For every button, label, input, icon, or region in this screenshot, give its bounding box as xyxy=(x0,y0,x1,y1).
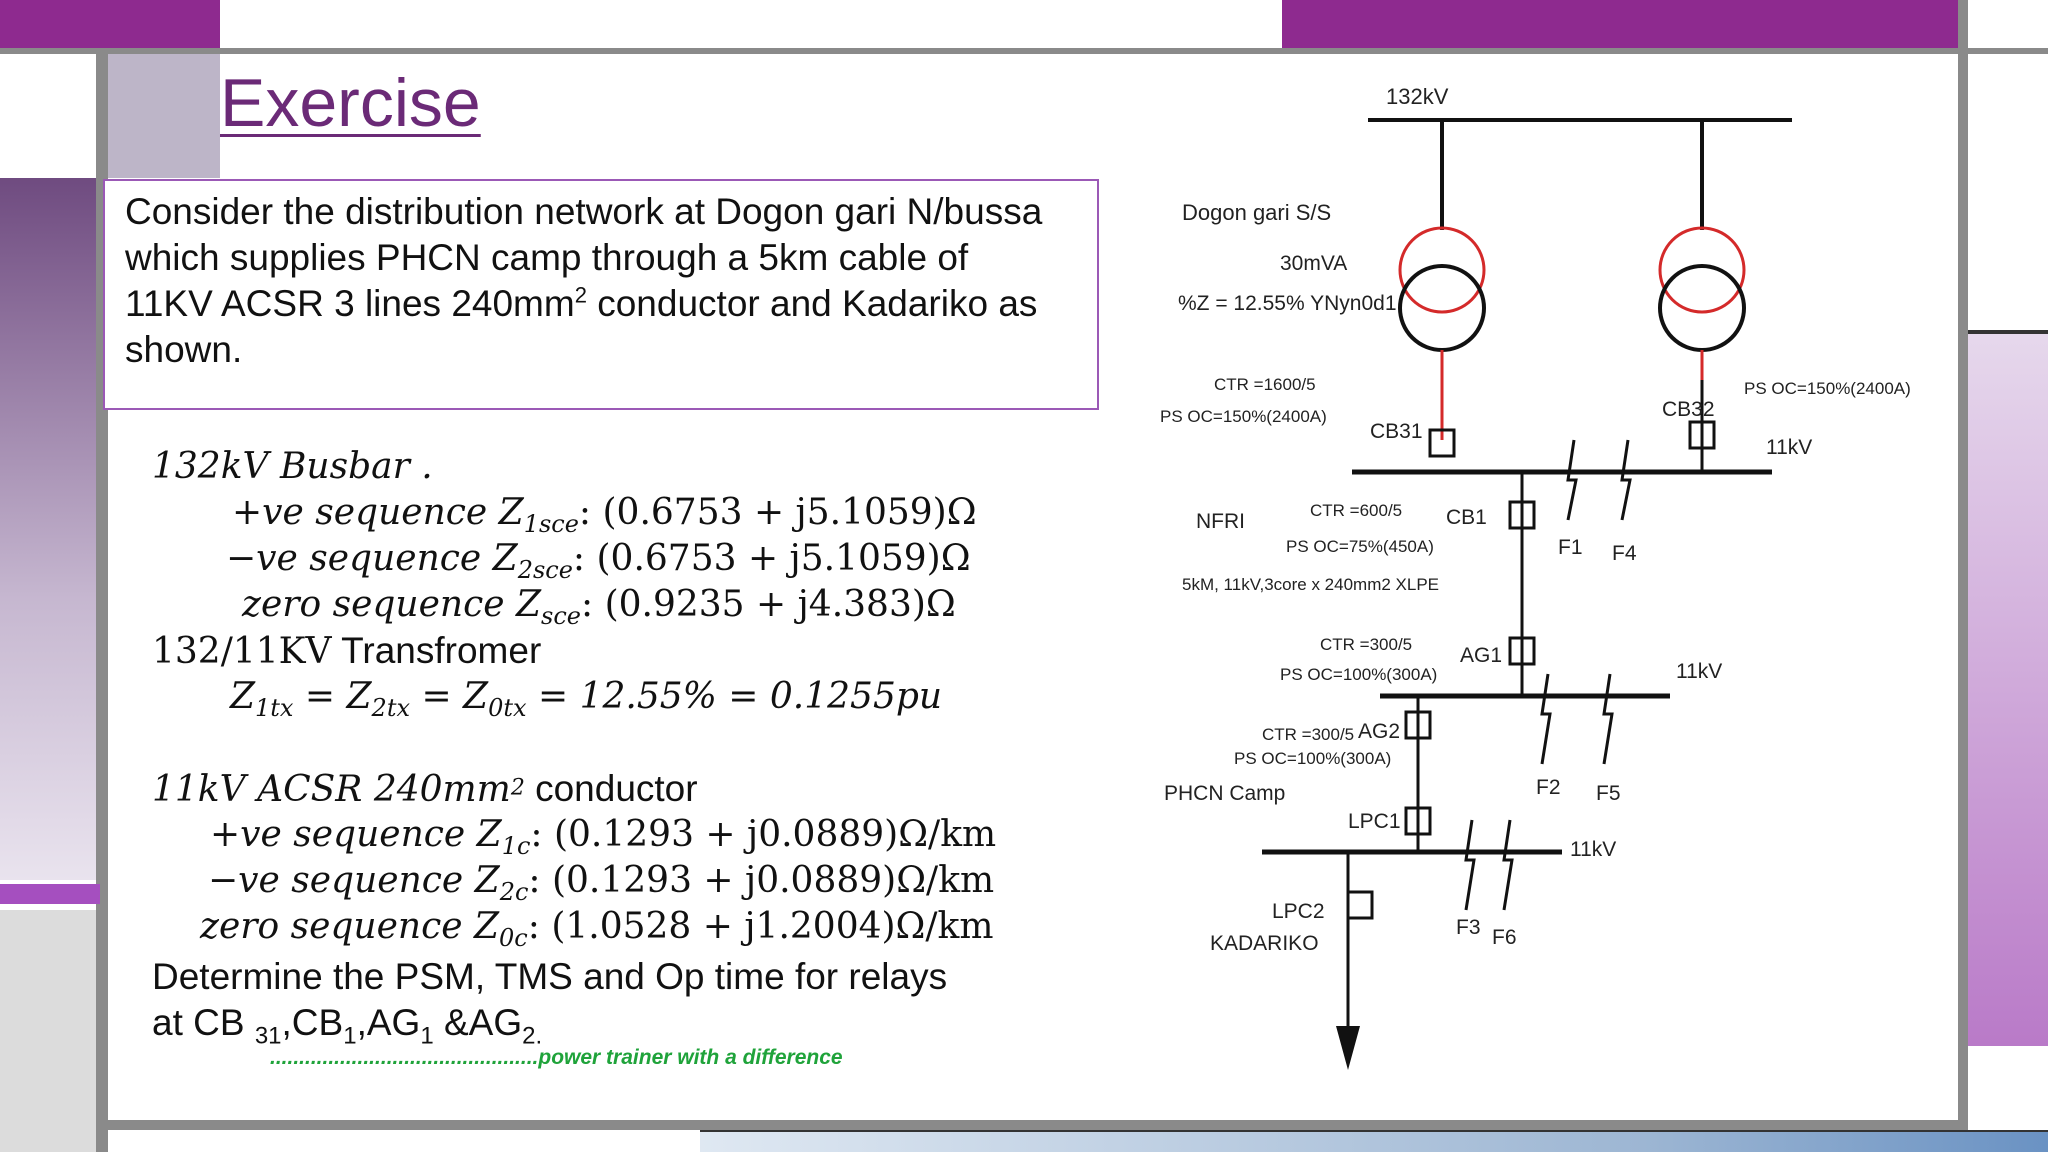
cond-zero-label: zero sequence Z xyxy=(200,906,500,947)
tx-z1-sub: 1tx xyxy=(255,694,294,723)
label-cb31: CB31 xyxy=(1370,420,1423,443)
fault-f3-symbol xyxy=(1466,820,1474,910)
cond-pos-label: +ve sequence Z xyxy=(210,814,502,855)
label-ps-cb31: PS OC=150%(2400A) xyxy=(1160,407,1327,426)
load-arrow xyxy=(1336,1026,1360,1070)
top-right-purple-band xyxy=(1282,0,1958,48)
label-f6: F6 xyxy=(1492,926,1517,949)
left-lavender-block xyxy=(108,54,220,178)
conductor-heading-math: 11kV ACSR 240mm xyxy=(152,769,511,810)
label-132kv: 132kV xyxy=(1386,84,1449,109)
busbar-pos-label: +ve sequence Z xyxy=(232,492,524,533)
label-kadariko: KADARIKO xyxy=(1210,932,1319,955)
q2-b: 31 xyxy=(254,1022,282,1050)
tx-z2: = Z xyxy=(293,676,372,717)
q2-f: 1 xyxy=(420,1022,434,1050)
label-f5: F5 xyxy=(1596,782,1621,805)
fault-f1-symbol xyxy=(1568,440,1576,520)
busbar-neg-value: : (0.6753 + j5.1059)Ω xyxy=(572,538,971,579)
intro-box xyxy=(103,179,1099,410)
label-cb32: CB32 xyxy=(1662,398,1715,421)
tx-value: = 12.55% = 0.1255pu xyxy=(526,676,943,717)
label-f3: F3 xyxy=(1456,916,1481,939)
busbar-negative-sequence xyxy=(226,538,971,584)
label-lpc1: LPC1 xyxy=(1348,810,1401,833)
top-gray-rule xyxy=(0,48,2048,54)
left-gradient-panel xyxy=(0,178,96,880)
conductor-heading-sup: 2 xyxy=(510,775,525,801)
top-left-purple-band xyxy=(0,0,220,48)
busbar-neg-label: −ve sequence Z xyxy=(226,538,518,579)
intro-line-2: which supplies PHCN camp through a 5km cable of xyxy=(125,237,969,278)
intro-line-3 xyxy=(125,281,1077,327)
label-cb1: CB1 xyxy=(1446,506,1487,529)
label-nfri: NFRI xyxy=(1196,510,1245,533)
bottom-blue-bar xyxy=(700,1130,2048,1152)
label-11kv-lpc: 11kV xyxy=(1570,838,1617,861)
tx-z0: = Z xyxy=(410,676,489,717)
q2-a: at CB xyxy=(152,1002,255,1043)
label-ps-ag2: PS OC=100%(300A) xyxy=(1234,749,1392,768)
tagline: ..............................................power trainer with a difference xyxy=(270,1046,843,1069)
q2-g: &AG xyxy=(433,1002,523,1043)
label-11kv-main: 11kV xyxy=(1766,436,1813,459)
label-ctr-cb1: CTR =600/5 xyxy=(1310,501,1403,520)
busbar-positive-sequence xyxy=(232,492,977,538)
busbar-heading: 132kV Busbar . xyxy=(152,446,433,487)
label-11kv-ag: 11kV xyxy=(1676,660,1723,683)
busbar-zero-value: : (0.9235 + j4.383)Ω xyxy=(581,584,956,625)
question-line-2 xyxy=(152,1002,542,1050)
tx-z0-sub: 0tx xyxy=(488,694,527,723)
transformer-impedance xyxy=(230,676,942,722)
left-lower-gray xyxy=(0,910,96,1152)
right-gray-column xyxy=(1958,0,1968,1130)
slide-title: Exercise xyxy=(220,65,481,141)
cond-zero-sub: 0c xyxy=(499,924,528,953)
fault-f2-symbol xyxy=(1542,674,1550,764)
q2-e: ,AG xyxy=(356,1002,421,1043)
label-ctr-ag1: CTR =300/5 xyxy=(1320,635,1413,654)
cond-pos-sub: 1c xyxy=(501,832,531,861)
label-substation: Dogon gari S/S xyxy=(1182,200,1332,225)
intro-line-3-a: 11KV ACSR 3 lines 240mm xyxy=(125,283,575,324)
transformer-1-symbol xyxy=(1400,228,1484,350)
bottom-gray-rule xyxy=(96,1120,1968,1130)
tx-z1: Z xyxy=(230,676,256,717)
single-line-diagram xyxy=(1140,60,1956,1080)
intro-line-1: Consider the distribution network at Dogon gari N/bussa xyxy=(125,191,1043,232)
label-ctr-ag2: CTR =300/5 xyxy=(1262,725,1355,744)
label-ag2: AG2 xyxy=(1358,720,1401,743)
busbar-zero-sub: sce xyxy=(541,602,581,631)
intro-line-3-sup: 2 xyxy=(574,282,587,308)
lpc2-breaker xyxy=(1348,892,1372,918)
label-ps-ag1: PS OC=100%(300A) xyxy=(1280,665,1438,684)
intro-line-4: shown. xyxy=(125,329,243,370)
transformer-heading xyxy=(152,630,541,672)
question-line-1: Determine the PSM, TMS and Op time for relays xyxy=(152,956,948,997)
intro-line-3-b: conductor and Kadariko as xyxy=(586,283,1038,324)
conductor-heading-text: conductor xyxy=(524,768,698,809)
transformer-heading-text: Transfromer xyxy=(331,630,542,671)
label-f4: F4 xyxy=(1612,542,1637,565)
label-phcn: PHCN Camp xyxy=(1164,782,1286,805)
conductor-negative-sequence xyxy=(208,860,994,906)
cond-pos-value: : (0.1293 + j0.0889)Ω/km xyxy=(530,814,997,855)
busbar-zero-label: zero sequence Z xyxy=(242,584,542,625)
busbar-zero-sequence xyxy=(242,584,956,630)
q2-d: 1 xyxy=(343,1022,357,1050)
label-ps-cb32: PS OC=150%(2400A) xyxy=(1744,379,1911,398)
busbar-pos-value: : (0.6753 + j5.1059)Ω xyxy=(578,492,977,533)
busbar-pos-sub: 1sce xyxy=(523,510,579,539)
q2-c: ,CB xyxy=(281,1002,344,1043)
label-lpc2: LPC2 xyxy=(1272,900,1325,923)
label-f1: F1 xyxy=(1558,536,1583,559)
cond-neg-sub: 2c xyxy=(499,878,529,907)
label-cable: 5kM, 11kV,3core x 240mm2 XLPE xyxy=(1182,575,1440,594)
conductor-zero-sequence xyxy=(200,906,993,952)
tx-z2-sub: 2tx xyxy=(371,694,410,723)
fault-f4-symbol xyxy=(1622,440,1630,520)
label-ag1: AG1 xyxy=(1460,644,1503,667)
left-purple-accent xyxy=(0,884,100,904)
label-tx-rating: 30mVA xyxy=(1280,252,1348,275)
q2-h: 2. xyxy=(522,1022,543,1050)
cond-neg-label: −ve sequence Z xyxy=(208,860,500,901)
transformer-heading-math: 132/11KV xyxy=(152,631,332,672)
cond-zero-value: : (1.0528 + j1.2004)Ω/km xyxy=(527,906,994,947)
busbar-neg-sub: 2sce xyxy=(517,556,573,585)
label-tx-impedance: %Z = 12.55% YNyn0d1 xyxy=(1178,292,1397,315)
right-gradient-panel xyxy=(1968,334,2048,1046)
cond-neg-value: : (0.1293 + j0.0889)Ω/km xyxy=(528,860,995,901)
conductor-heading xyxy=(152,768,698,810)
fault-f6-symbol xyxy=(1504,820,1512,910)
label-ps-cb1: PS OC=75%(450A) xyxy=(1286,537,1434,556)
conductor-positive-sequence xyxy=(210,814,996,860)
label-f2: F2 xyxy=(1536,776,1561,799)
label-ctr-cb31: CTR =1600/5 xyxy=(1214,375,1316,394)
transformer-2-symbol xyxy=(1660,228,1744,350)
fault-f5-symbol xyxy=(1604,674,1612,764)
